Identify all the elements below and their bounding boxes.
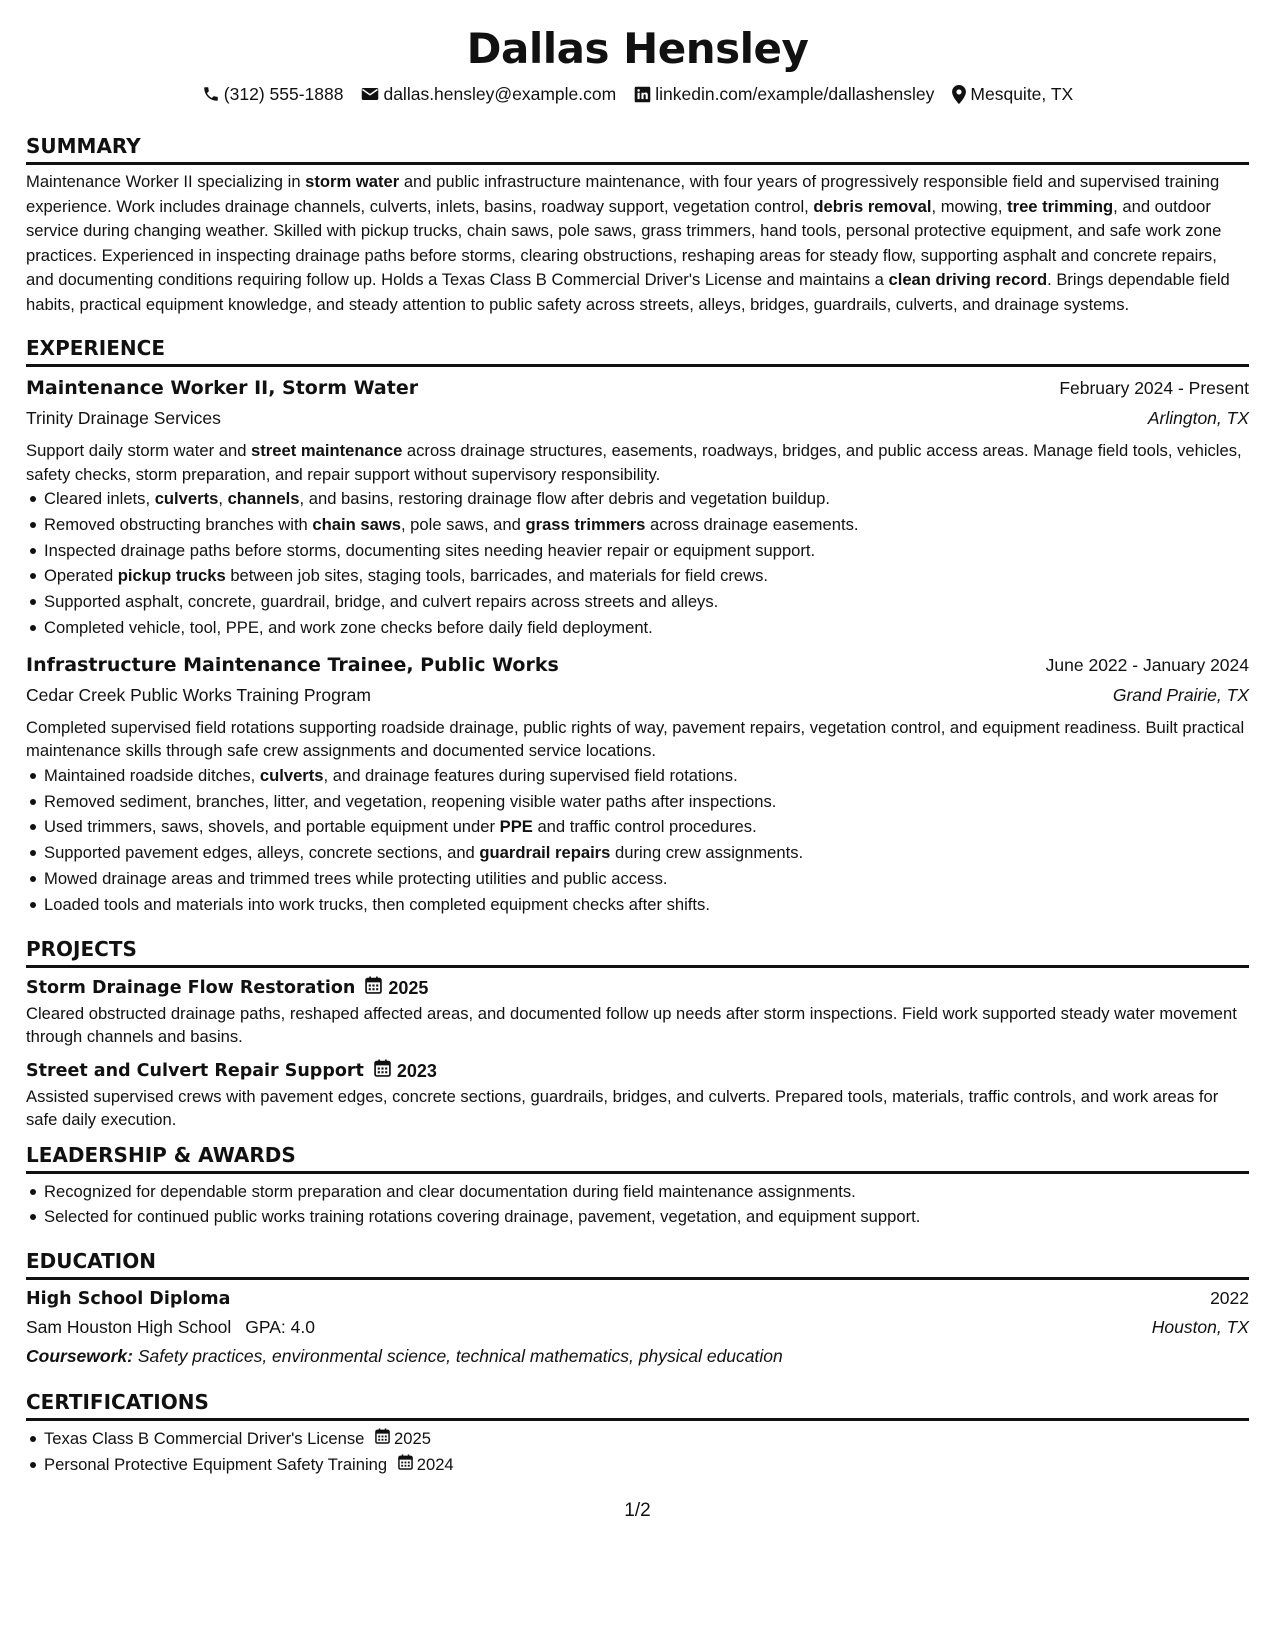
leadership-section	[26, 1142, 1249, 1231]
job-bullet: Removed sediment, branches, litter, and vegetation, reopening visible water paths after inspections.	[26, 789, 1249, 815]
project-year: 2023	[396, 1060, 437, 1081]
calendar-icon	[365, 976, 382, 1000]
education-location: Houston, TX	[1151, 1317, 1249, 1338]
certification-year: 2024	[416, 1454, 454, 1474]
job-dates: February 2024 - Present	[1059, 378, 1249, 398]
education-degree: High School Diploma	[26, 1289, 231, 1310]
job-bullets	[26, 763, 1249, 918]
job-bullets	[26, 486, 1249, 641]
job-description: Support daily storm water and street maintenance across drainage structures, easements, roadways, bridges, and public access areas. Manage field tools, vehicles, safety checks, storm preparation, and repair support without supervisory responsibility.	[26, 441, 1242, 484]
job-bullet: Removed obstructing branches with chain saws, pole saws, and grass trimmers across drainage easements.	[26, 512, 1249, 538]
project-year: 2025	[388, 977, 429, 998]
envelope-icon	[361, 86, 379, 102]
phone-icon	[202, 85, 220, 103]
email-text: dallas.hensley@example.com	[383, 84, 617, 104]
projects-heading: PROJECTS	[26, 936, 1249, 968]
project-title: Street and Culvert Repair Support	[26, 1060, 364, 1081]
project-description: Cleared obstructed drainage paths, reshaped affected areas, and documented follow up needs after storm inspections. Field work supported steady water movement through channels and basins.	[26, 1003, 1237, 1047]
project-description: Assisted supervised crews with pavement edges, concrete sections, guardrails, bridges, and culverts. Prepared tools, materials, traffic controls, and work areas for safe daily execution.	[26, 1086, 1219, 1130]
job-bullet: Maintained roadside ditches, culverts, and drainage features during supervised field rotations.	[26, 763, 1249, 789]
job-title: Infrastructure Maintenance Trainee, Public Works	[26, 653, 559, 676]
education-gpa: GPA: 4.0	[245, 1317, 315, 1338]
summary-heading: SUMMARY	[26, 133, 1249, 165]
leadership-item: Recognized for dependable storm preparation and clear documentation during field maintenance assignments.	[26, 1179, 1249, 1205]
project-entry	[26, 974, 1249, 1049]
experience-section	[26, 335, 1249, 918]
education-coursework	[26, 1341, 1249, 1371]
education-year: 2022	[1210, 1288, 1249, 1309]
calendar-icon	[375, 1426, 390, 1452]
job-company: Trinity Drainage Services	[26, 408, 221, 428]
certification-name: Texas Class B Commercial Driver's License	[44, 1429, 365, 1449]
job-bullet: Cleared inlets, culverts, channels, and basins, restoring drainage flow after debris and vegetation buildup.	[26, 486, 1249, 512]
project-title: Storm Drainage Flow Restoration	[26, 977, 356, 998]
contact-email[interactable]	[361, 82, 616, 106]
certification-name: Personal Protective Equipment Safety Training	[44, 1454, 388, 1474]
certifications-heading: CERTIFICATIONS	[26, 1389, 1249, 1421]
job-bullet: Completed vehicle, tool, PPE, and work zone checks before daily field deployment.	[26, 615, 1249, 641]
job-title: Maintenance Worker II, Storm Water	[26, 377, 419, 399]
certification-item	[26, 1426, 1249, 1452]
education-heading: EDUCATION	[26, 1248, 1249, 1280]
job-bullet: Operated pickup trucks between job sites, staging tools, barricades, and materials for field crews.	[26, 563, 1249, 589]
certifications-section	[26, 1389, 1249, 1478]
phone-text: (312) 555-1888	[223, 84, 344, 104]
contact-location	[952, 82, 1073, 106]
job-entry	[26, 373, 1249, 641]
job-location: Arlington, TX	[1147, 408, 1249, 428]
job-bullet: Supported pavement edges, alleys, concrete sections, and guardrail repairs during crew assignments.	[26, 840, 1249, 866]
job-bullet: Used trimmers, saws, shovels, and portable equipment under PPE and traffic control procedures.	[26, 814, 1249, 840]
coursework-text: Safety practices, environmental science, technical mathematics, physical education	[132, 1346, 783, 1367]
calendar-icon	[398, 1452, 413, 1478]
certification-item	[26, 1452, 1249, 1478]
job-description: Completed supervised field rotations supporting roadside drainage, public rights of way, pavement repairs, vegetation control, and equipment readiness. Built practical maintenance skills through safe crew assignments and documented service locations.	[26, 717, 1245, 761]
project-entry	[26, 1057, 1249, 1132]
job-location: Grand Prairie, TX	[1112, 684, 1249, 705]
coursework-label: Coursework:	[26, 1346, 133, 1367]
projects-section	[26, 936, 1249, 1132]
job-bullet: Loaded tools and materials into work trucks, then completed equipment checks after shifts.	[26, 892, 1249, 918]
contact-linkedin[interactable]	[634, 82, 934, 106]
linkedin-text: linkedin.com/example/dallashensley	[655, 84, 935, 104]
job-dates: June 2022 - January 2024	[1045, 654, 1249, 675]
calendar-icon	[374, 1059, 391, 1083]
leadership-list	[26, 1179, 1249, 1231]
job-entry	[26, 650, 1249, 918]
job-bullet: Inspected drainage paths before storms, documenting sites needing heavier repair or equipment support.	[26, 538, 1249, 564]
education-school: Sam Houston High School	[26, 1317, 232, 1338]
experience-heading: EXPERIENCE	[26, 335, 1249, 367]
leadership-item: Selected for continued public works training rotations covering drainage, pavement, vegetation, and equipment support.	[26, 1204, 1249, 1230]
leadership-heading: LEADERSHIP & AWARDS	[26, 1142, 1249, 1174]
linkedin-icon	[634, 86, 651, 103]
job-bullet: Supported asphalt, concrete, guardrail, bridge, and culvert repairs across streets and alleys.	[26, 589, 1249, 615]
certifications-list	[26, 1426, 1249, 1478]
contact-phone[interactable]	[202, 82, 344, 106]
job-bullet: Mowed drainage areas and trimmed trees while protecting utilities and public access.	[26, 866, 1249, 892]
contact-bar	[26, 82, 1249, 106]
candidate-name: Dallas Hensley	[466, 24, 809, 73]
job-company: Cedar Creek Public Works Training Program	[26, 684, 371, 705]
summary-text: Maintenance Worker II specializing in storm water and public infrastructure maintenance, with four years of progressively responsible field and supervised training experience. Work includes drainage channels, culverts, inlets, basins, roadway support, vegetation control, debris removal, mowing, tree trimming, and outdoor service during changing weather. Skilled with pickup trucks, chain saws, pole saws, grass trimmers, hand tools, personal protective equipment, and safe work zone practices. Experienced in inspecting drainage paths before storms, clearing obstructions, reshaping areas for steady flow, supporting asphalt and concrete repairs, and documenting conditions requiring follow up. Holds a Texas Class B Commercial Driver's License and maintains a clean driving record. Brings dependable field habits, practical equipment knowledge, and steady attention to public safety across streets, alleys, bridges, guardrails, culverts, and drainage systems.	[26, 172, 1230, 314]
page-number: 1/2	[624, 1500, 651, 1521]
location-text: Mesquite, TX	[970, 84, 1074, 104]
summary-section	[26, 133, 1249, 317]
map-pin-icon	[952, 85, 966, 104]
education-section	[26, 1248, 1249, 1371]
certification-year: 2025	[394, 1429, 431, 1449]
